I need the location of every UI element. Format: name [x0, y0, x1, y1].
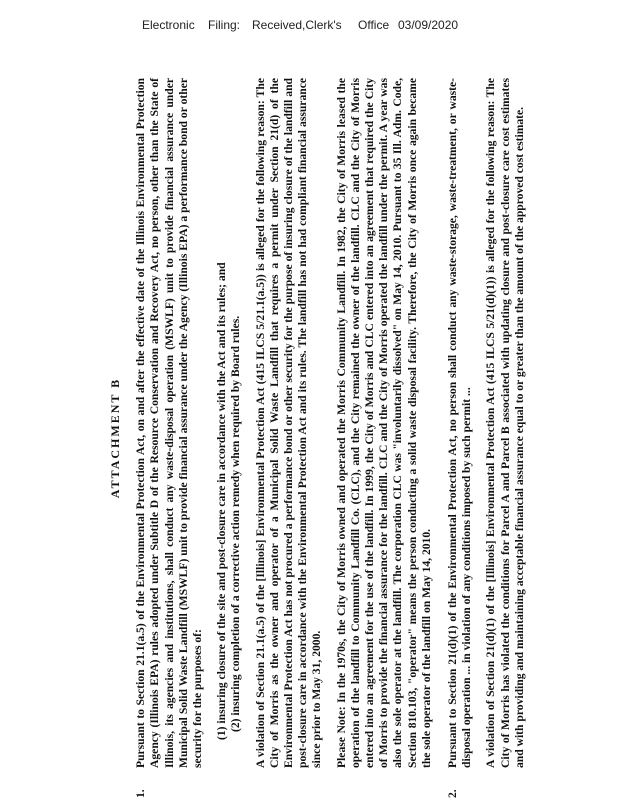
- item-2-paragraph-1: Pursuant to Section 21(d)(1) of the Environmental Protection Act, no person shall conduct any waste-storage, waste-treatment, or waste-disposal operation ... in violation of any conditions imposed by such permit ...: [446, 78, 474, 768]
- item-2-paragraph-2: A violation of Section 21(d)(1) of the [Illinois] Environmental Protection Act (415 ILCS 5/21(d)(1)) is alleged for the following reason: The City of Morris has violated the conditions for Parcel A and Parcel B associated with updating closure and post-closure care cost estimates and with providing and maintaining acceptable financial assurance equal to or greater than the amount of the approved cost estimate.: [484, 78, 526, 768]
- item-2: [446, 78, 527, 798]
- efiling-header: [0, 18, 618, 38]
- header-electronic: Electronic: [142, 18, 195, 32]
- item-1-paragraph-3: Please Note: In the 1970s, the City of Morris owned and operated the Morris Community Landfill. In 1982, the City of Morris leased the operation of the landfill to Community Landfill Co. (CLC), and the City remained the owner of the landfill. CLC and the City of Morris entered into an agreement for the use of the landfill. In 1999, the City of Morris and CLC entered into an agreement that required the City of Morris to provide the financial assurance for the landfill. CLC and the City of Morris operated the landfill under the permit. A year was also the sole operator at the landfill. The corporation CLC was "involuntarily dissolved" on May 14, 2010. Pursuant to 35 Ill. Adm. Code, Section 810.103, "operator" means the person conducting a solid waste disposal facility. Therefore, the City of Morris once again became the sole operator of the landfill on May 14, 2010.: [334, 78, 433, 768]
- rotated-page-wrapper: [108, 78, 548, 798]
- item-1-paragraph-1: Pursuant to Section 21.1(a.5) of the Environmental Protection Act, on and after the effective date of the Illinois Environmental Protection Agency (Illinois EPA) rules adopted under Subtitle D of the Resource Conservation and Recovery Act, no person, other than the State of Illinois, its agencies and institutions, shall conduct any waste-disposal operation (MSWLF) unit to provide financial assurance under Municipal Solid Waste Landfill (MSWLF) unit to provide financial assurance under the Agency (Illinois EPA) a performance bond or other security for the purposes of:: [134, 78, 205, 768]
- item-1-paragraph-2: A violation of Section 21.1(a.5) of the [Illinois] Environmental Protection Act (415 ILCS 5/21.1(a.5)) is alleged for the following reason: The City of Morris as the owner and operator of a Municipal Solid Waste Landfill that requires a permit under Section 21(d) of the Environmental Protection Act has not procured a performance bond or other security for the purpose of insuring closure of the landfill and post-closure care in accordance with the Environmental Protection Act and its rules. The landfill has not had compliant financial assurance since prior to May 31, 2000.: [253, 78, 324, 768]
- header-date: 03/09/2020: [398, 18, 459, 32]
- document-title: ATTACHMENT B: [108, 377, 122, 499]
- header-office: Office: [358, 18, 390, 32]
- header-filing: Filing:: [208, 18, 241, 32]
- item-1-subclause-2: (2) insuring completion of a corrective action remedy when required by Board rules.: [229, 315, 243, 732]
- rotated-document-body: [108, 78, 548, 798]
- item-1-number: 1.: [134, 789, 148, 798]
- header-received: Received,Clerk's: [252, 18, 342, 32]
- item-2-number: 2.: [446, 789, 460, 798]
- item-1: [134, 78, 434, 798]
- item-1-subclause-1: (1) insuring closure of the site and post-closure care in accordance with the Act and its rules; and: [215, 262, 229, 740]
